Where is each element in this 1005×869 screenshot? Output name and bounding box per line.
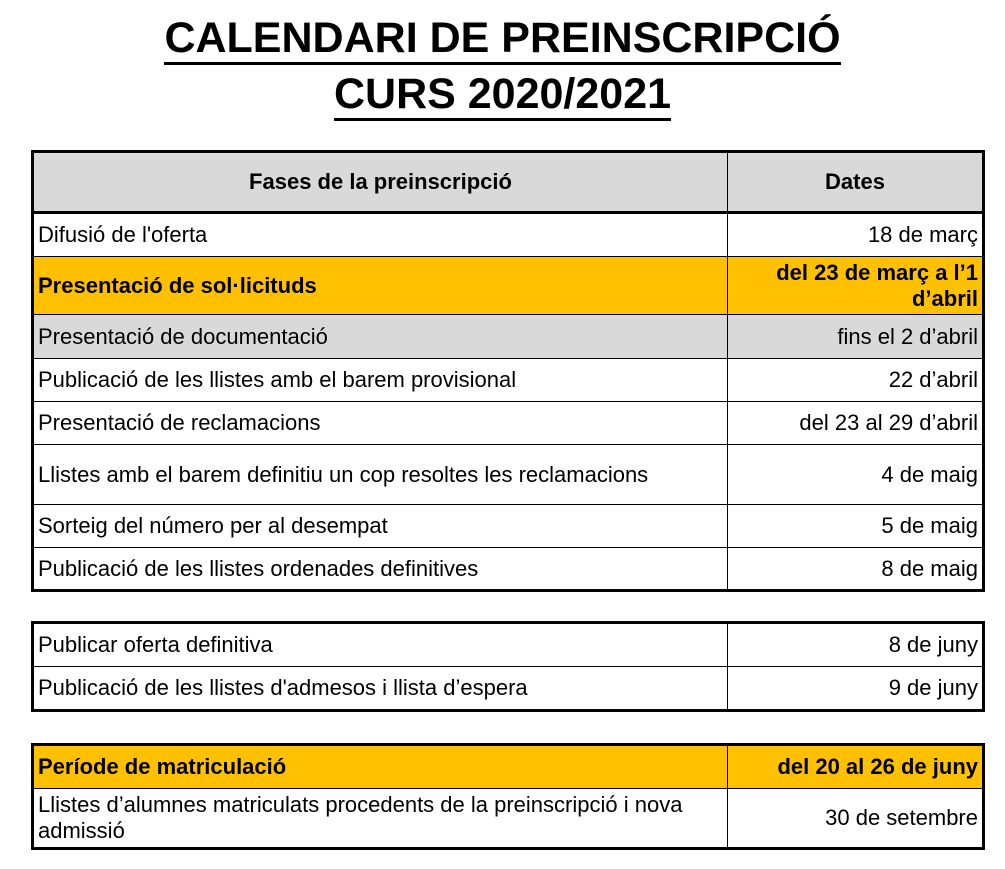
date-cell: 18 de març	[728, 213, 984, 257]
table-row	[33, 548, 984, 591]
phase-cell: Presentació de reclamacions	[33, 402, 728, 445]
phase-cell: Publicació de les llistes amb el barem provisional	[33, 359, 728, 402]
phase-cell: Període de matriculació	[33, 745, 728, 789]
table-row-grey	[33, 315, 984, 359]
phase-cell: Sorteig del número per al desempat	[33, 505, 728, 548]
schedule-table-enrollment	[31, 743, 985, 850]
phase-cell: Llistes d’alumnes matriculats procedents de la preinscripció i nova admissió	[33, 789, 728, 849]
table-row	[33, 505, 984, 548]
phase-cell: Llistes amb el barem definitiu un cop resoltes les reclamacions	[33, 445, 728, 505]
phase-cell: Publicació de les llistes d'admesos i llista d’espera	[33, 667, 728, 711]
date-cell: 5 de maig	[728, 505, 984, 548]
date-cell: 8 de maig	[728, 548, 984, 591]
date-cell: 4 de maig	[728, 445, 984, 505]
header-phase: Fases de la preinscripció	[33, 152, 728, 213]
phase-cell: Difusió de l'oferta	[33, 213, 728, 257]
table-row	[33, 445, 984, 505]
table-row	[33, 789, 984, 849]
date-cell: 22 d’abril	[728, 359, 984, 402]
table-header-row	[33, 152, 984, 213]
date-cell: del 23 de març a l’1 d’abril	[728, 257, 984, 315]
phase-cell: Publicació de les llistes ordenades definitives	[33, 548, 728, 591]
phase-cell: Presentació de sol·licituds	[33, 257, 728, 315]
page-title	[0, 14, 1005, 62]
table-row	[33, 402, 984, 445]
title-line-2: CURS 2020/2021	[334, 70, 671, 121]
date-cell: del 20 al 26 de juny	[728, 745, 984, 789]
table-row	[33, 213, 984, 257]
table-row	[33, 667, 984, 711]
phase-cell: Publicar oferta definitiva	[33, 623, 728, 667]
header-dates: Dates	[728, 152, 984, 213]
schedule-table-offer	[31, 621, 985, 712]
date-cell: 30 de setembre	[728, 789, 984, 849]
schedule-table-main	[31, 150, 985, 592]
title-line-1: CALENDARI DE PREINSCRIPCIÓ	[164, 14, 840, 65]
table-row	[33, 359, 984, 402]
table-row-highlighted	[33, 745, 984, 789]
table-row-highlighted	[33, 257, 984, 315]
table-row	[33, 623, 984, 667]
date-cell: del 23 al 29 d’abril	[728, 402, 984, 445]
phase-cell: Presentació de documentació	[33, 315, 728, 359]
date-cell: fins el 2 d’abril	[728, 315, 984, 359]
date-cell: 8 de juny	[728, 623, 984, 667]
page-subtitle	[0, 70, 1005, 118]
date-cell: 9 de juny	[728, 667, 984, 711]
